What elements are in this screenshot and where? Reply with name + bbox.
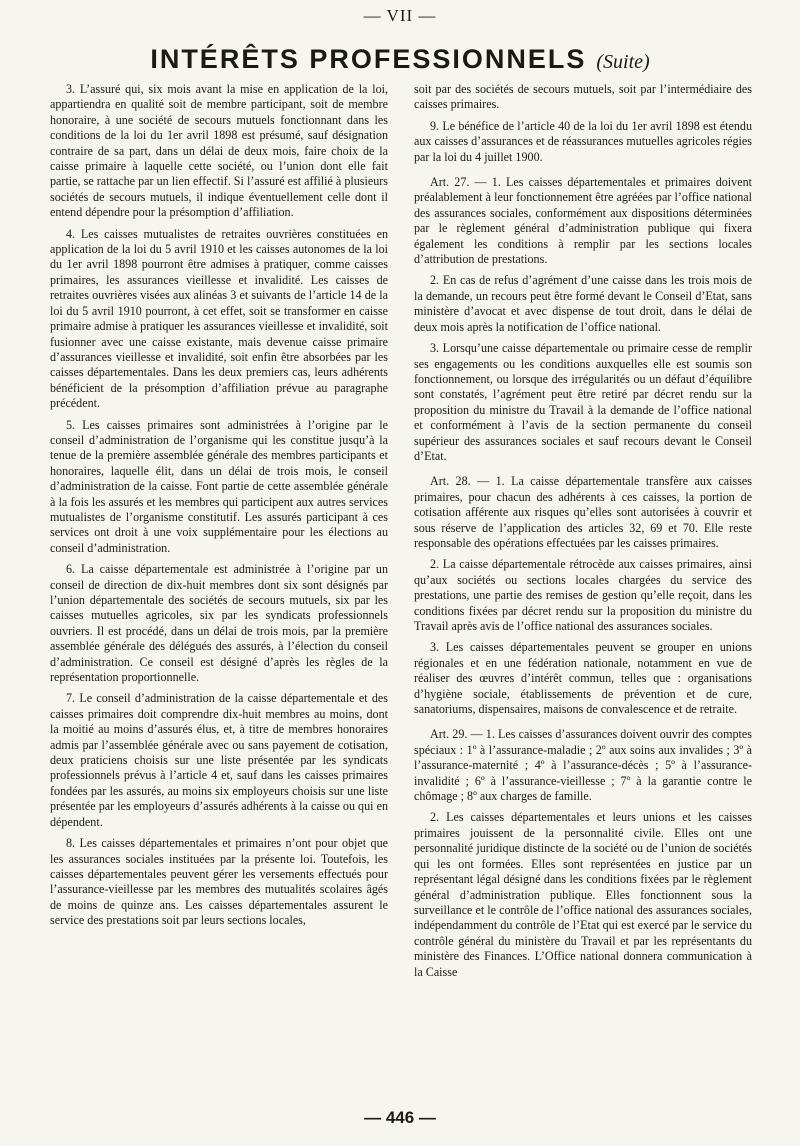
- right-column: [414, 82, 752, 1092]
- paragraph: 2. La caisse départementale rétrocède aux caisses primaires, ainsi qu’aux sociétés ou sections locales chargées du service des prestations, une partie des remises de gestion qu’elle reçoit, dans les conditions fixées par décret rendu sur la proposition du ministre du Travail après avis de l’office national des assurances sociales.: [414, 557, 752, 633]
- article-27-paragraph: Art. 27. — 1. Les caisses départementales et primaires doivent préalablement à leur fonctionnement être agréées par l’office national des assurances sociales, conformément aux dispositions déterminées par le règlement général d’administration publique qui fixera également les conditions à remplir par les sections locales d’attribution de prestations.: [414, 175, 752, 267]
- paragraph: 9. Le bénéfice de l’article 40 de la loi du 1er avril 1898 est étendu aux caisses d’assurances et de réassurances mutuelles agricoles régies par la loi du 4 juillet 1900.: [414, 118, 752, 164]
- paragraph: 3. Lorsqu’une caisse départementale ou primaire cesse de remplir ses engagements ou les conditions auxquelles elle est soumis son fonctionnement, ou lorsque des irrégularités ou un défaut d’équilibre sont constatés, l’agrément peut être retiré par décret rendu sur la proposition du ministre du Travail à la demande de l’office national et conformément à l’avis de la section permanente du conseil supérieur des assurances sociales et sauf recours devant le Conseil d’Etat.: [414, 341, 752, 463]
- paragraph: 7. Le conseil d’administration de la caisse départementale et des caisses primaires doit comprendre dix-huit membres au moins, dont la moitié au moins d’assurés élus, et, à titre de membres honoraires admis par l’assemblée générale avec ou sans payement de cotisation, deux praticiens choisis sur une liste présentée par les syndicats professionnels prévus à l’article 4 et, sauf dans les caisses primaires fondées par les assurés, au moins six employeurs choisis sur une liste présentée par les employeurs d’assurés adhérents à la caisse ou qui en dépendent.: [50, 691, 388, 829]
- paragraph-continued: soit par des sociétés de secours mutuels, soit par l’intermédiaire des caisses primaires.: [414, 82, 752, 112]
- paragraph: 8. Les caisses départementales et primaires n’ont pour objet que les assurances sociales instituées par la présente loi. Toutefois, les caisses départementales peuvent gérer les versements effectués pour l’assurance-vieillesse par les membres des mutualités scolaires âgés de moins de quinze ans. Les caisses départementales assurent le service des prestations soit par leurs sections locales,: [50, 836, 388, 928]
- paragraph: 5. Les caisses primaires sont administrées à l’origine par le conseil d’administration de l’organisme qui les constitue jusqu’à la tenue de la première assemblée générale des membres participants et honoraires, laquelle élit, dans un délai de trois mois, le conseil d’administration de la caisse. Font partie de cette assemblée générale à la fois les assurés et les membres qui participent aux autres services mutualistes de l’organisme constitutif. Les assurés participant à ces services ont droit à une voix supplémentaire pour les élections au conseil d’administration.: [50, 417, 388, 555]
- paragraph: 6. La caisse départementale est administrée à l’origine par un conseil de direction de dix-huit membres dont six sont désignés par l’union départementale des sociétés de secours mutuels, six par les caisses mutuelles agricoles, six par les syndicats professionnels ouvriers. Il est procédé, dans un délai de trois mois, par la première assemblée générale des délégués des assurés, à l’élection du conseil d’administration. Ce conseil est désigné d’après les règles de la représentation proportionnelle.: [50, 562, 388, 685]
- paragraph: 3. L’assuré qui, six mois avant la mise en application de la loi, appartiendra en qualité soit de membre participant, soit de membre honoraire, à une société de secours mutuels fonctionnant dans les conditions de la loi du 1er avril 1898 est présumé, sauf désignation contraire de sa part, dans un délai de deux mois, faire choix de la caisse primaire à laquelle cette société, ou l’union dont elle fait partie, se rattache par un lien effectif. Si l’assuré est affilié à plusieurs sociétés de secours mutuels, il indique éventuellement celle dont il entend dépendre pour la présomption d’affiliation.: [50, 82, 388, 220]
- paragraph: 3. Les caisses départementales peuvent se grouper en unions régionales et en une fédération nationale, notamment en vue de réaliser des œuvres d’intérêt commun, telles que : organisations d’hygiène sociale, établissements de prévention et de cure, sanatoriums, dispensaires, maisons de convalescence et de retraite.: [414, 640, 752, 717]
- paragraph: 4. Les caisses mutualistes de retraites ouvrières constituées en application de la loi du 5 avril 1910 et les caisses autonomes de la loi du 1er avril 1898 pourront être admises à pratiquer, comme caisses primaires, les assurances vieillesse et invalidité. Les caisses de retraites ouvrières visées aux alinéas 3 et suivants de l’article 14 de la loi du 5 avril 1910 pourront, à cet effet, soit se transformer en caisse primaire admise à pratiquer les assurances vieillesse et invalidité, soit fusionner avec une caisse existante, mais devenue caisse primaire d’assurances vieillesse et invalidité, soit enfin être absorbées par les caisses départementales. Dans les deux premiers cas, leurs adhérents bénéficient de la présomption d’affiliation prévue au paragraphe précédent.: [50, 226, 388, 411]
- article-29-paragraph: Art. 29. — 1. Les caisses d’assurances doivent ouvrir des comptes spéciaux : 1º à l’assurance-maladie ; 2º aux soins aux invalides ; 3º à l’assurance-maternité ; 4º à l’assurance-décès ; 5º à l’assurance-invalidité ; 6º à l’assurance-vieillesse ; 7º à la garantie contre le chômage ; 8º aux charges de famille.: [414, 727, 752, 804]
- section-subtitle: (Suite): [596, 51, 650, 73]
- left-column: [50, 82, 388, 1092]
- page-number: — 446 —: [364, 1108, 436, 1127]
- roman-page-number: — VII —: [363, 6, 437, 25]
- page-header: [0, 44, 800, 75]
- paragraph: 2. En cas de refus d’agrément d’une caisse dans les trois mois de la demande, un recours peut être formé devant le Conseil d’Etat, sans ministère d’avocat et avec dispense de tout droit, dans le délai de deux mois après la notification de l’office national.: [414, 273, 752, 334]
- section-title: INTÉRÊTS PROFESSIONNELS: [150, 44, 587, 74]
- article-28-paragraph: Art. 28. — 1. La caisse départementale transfère aux caisses primaires, pour chacun des adhérents à ces caisses, la portion de cotisation afférente aux risques qu’elles sont autorisées à couvrir et sous réserve de l’application des articles 32, 69 et 70. Elle reste responsable des opérations effectuées par les caisses primaires.: [414, 474, 752, 550]
- paragraph: 2. Les caisses départementales et leurs unions et les caisses primaires jouissent de la personnalité civile. Elles ont une personnalité juridique distincte de la société ou de l’union de sociétés qui les ont formées. Elles sont représentées en justice par un représentant légal désigné dans les conditions fixées par le règlement général d’administration publique. Elles fonctionnent sous la surveillance et le contrôle de l’office national des assurances sociales, indépendamment du contrôle de l’Etat qui est exercé par le service du contrôle général du ministère du Travail et par les représentants du ministère des Finances. L’Office national donnera communication à la Caisse: [414, 810, 752, 979]
